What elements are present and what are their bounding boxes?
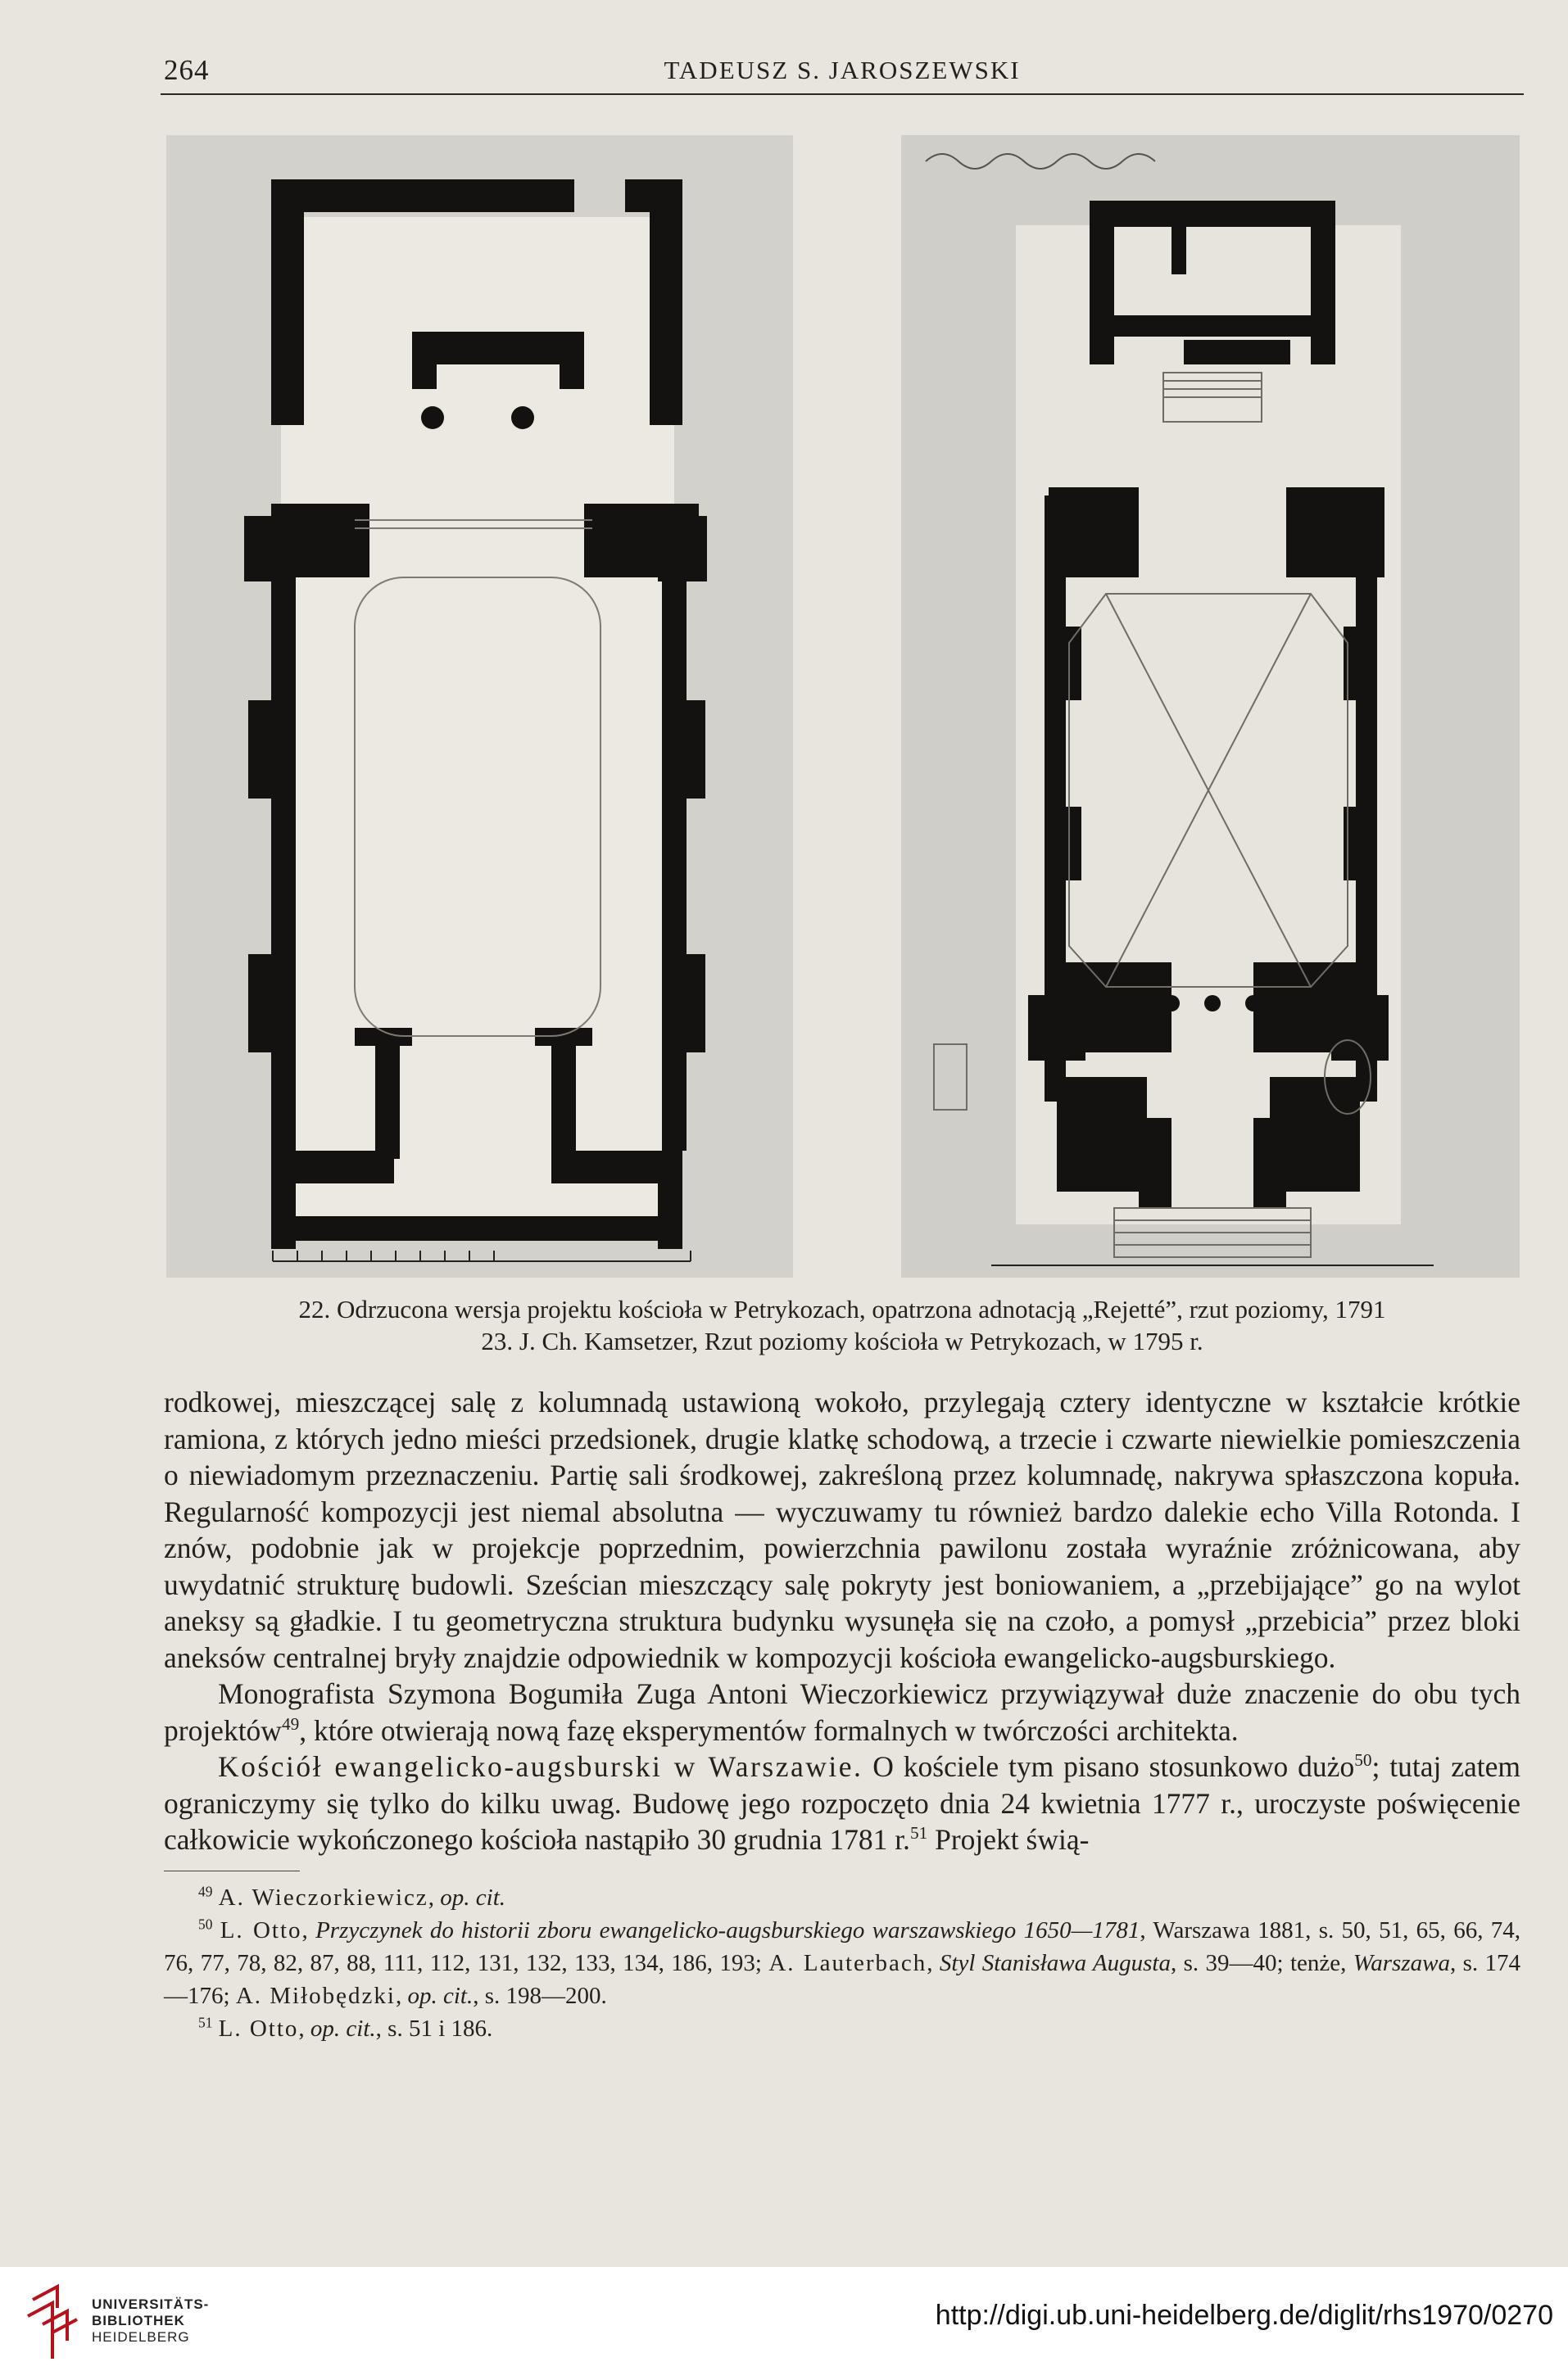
footnotes [164, 1881, 1520, 2045]
footnote-sep: , [395, 1983, 408, 2009]
footnote-author: A. Lauterbach [768, 1950, 927, 1976]
library-name-line-2: BIBLIOTHEK [92, 2313, 185, 2328]
paragraph-2-text-a: Monografista Szymona Bogumiła Zuga Antoni Wieczorkiewicz przywiązywał duże znaczenie do obu tych projektów [164, 1677, 1520, 1747]
header-rule [161, 93, 1524, 95]
footnote-cit: op. cit. [407, 1983, 474, 2009]
footnote-sep: , [301, 1917, 316, 1943]
footnote-49 [164, 1881, 1520, 1914]
footnote-title: Styl Stanisława Augusta [939, 1950, 1171, 1976]
figure-22-caption: 22. Odrzucona wersja projektu kościoła w Petrykozach, opatrzona adnotacją „Rejetté”, rzut poziomy, 1791 [298, 1295, 1386, 1323]
university-library-logo-icon [25, 2283, 84, 2362]
page-number: 264 [164, 54, 210, 86]
footnote-51 [164, 2012, 1520, 2045]
body-text [164, 1384, 1520, 1858]
library-name-line-3: HEIDELBERG [92, 2329, 190, 2345]
permalink-url[interactable]: http://digi.ub.uni-heidelberg.de/diglit/rhs1970/0270 [935, 2300, 1553, 2331]
footnote-author: L. Otto [218, 2016, 299, 2042]
footnote-cit: op. cit. [310, 2016, 376, 2042]
footnote-text: , s. 174—176; [164, 1950, 1521, 2009]
figure-23-caption: 23. J. Ch. Kamsetzer, Rzut poziomy kościoła w Petrykozach, w 1795 r. [481, 1327, 1203, 1355]
library-name [92, 2296, 209, 2346]
paragraph-3-text-c: Projekt świą- [927, 1823, 1090, 1856]
footnote-sep: , [428, 1885, 441, 1911]
footnote-title: Przyczynek do historii zboru ewangelicko-augsburskiego warszawskiego 1650—1781 [315, 1917, 1140, 1943]
footnote-number: 50 [198, 1916, 213, 1933]
footnote-text: , s. 51 i 186. [375, 2016, 493, 2042]
paragraph-2 [164, 1676, 1520, 1749]
footnote-number: 49 [198, 1883, 213, 1900]
footnote-text: , s. 198—200. [473, 1983, 607, 2009]
digitization-footer [0, 2267, 1568, 2380]
paragraph-1: rodkowej, mieszczącej salę z kolumnadą ustawioną wokoło, przylegają cztery identyczne w kształcie krótkie ramiona, z których jedno mieści przedsionek, drugie klatkę schodową, a trzecie i czwarte niewielkie pomieszczenia o niewiadomym przeznaczeniu. Partię sali środkowej, zakreśloną przez kolumnadę, nakrywa spłaszczona kopuła. Regularność kompozycji jest niemal absolutna — wyczuwamy tu również bardzo dalekie echo Villa Rotonda. I znów, podobnie jak w projekcje poprzednim, powierzchnia pawilonu została wyraźnie zróżnicowana, aby uwydatnić strukturę budowli. Sześcian mieszczący salę pokryty jest boniowaniem, a „przebijające” go na wylot aneksy są gładkie. I tu geometryczna struktura budynku wysunęła się na czoło, a pomysł „przebicia” przez bloki aneksów centralnej bryły znajdzie odpowiednik w kompozycji kościoła ewangelicko-augsburskiego. [164, 1386, 1520, 1674]
running-title: TADEUSZ S. JAROSZEWSKI [664, 56, 1021, 84]
footnote-text: , Warszawa 1881, s. 50, 51, 65, 66, 74, 76, 77, 78, 82, 87, 88, 111, 112, 131, 132, 133, 134, 186, 193; [164, 1917, 1521, 1976]
paragraph-3-text-a: O kościele tym pisano stosunkowo dużo [863, 1750, 1355, 1783]
footnote-sep: , [927, 1950, 940, 1976]
footnote-author: L. Otto [220, 1917, 302, 1943]
figure-22-floor-plan [166, 135, 793, 1278]
paragraph-2-text-b: , które otwierają nową fazę eksperymentów formalnych w twórczości architekta. [299, 1713, 1239, 1747]
footnote-sep: , [298, 2016, 310, 2042]
footnote-author: A. Miłobędzki [235, 1983, 396, 2009]
figure-23-floor-plan [901, 135, 1520, 1278]
section-heading-spaced: Kościół ewangelicko-augsburski w Warszawie. [218, 1750, 863, 1783]
paragraph-3-text-b: ; tutaj zatem ograniczymy się tylko do kilku uwag. Budowę jego rozpoczęto dnia 24 kwietnia 1777 r., uroczyste poświęcenie całkowicie wykończonego kościoła nastąpiło 30 grudnia 1781 r. [164, 1750, 1520, 1856]
floor-plan-rejected-drawing [166, 135, 793, 1278]
running-head [164, 54, 1520, 95]
footnote-ref-51[interactable]: 51 [909, 1823, 928, 1844]
footnote-ref-50[interactable]: 50 [1354, 1750, 1372, 1771]
footnote-ref-49[interactable]: 49 [281, 1713, 300, 1734]
library-name-line-1: UNIVERSITÄTS- [92, 2296, 210, 2312]
paragraph-3 [164, 1749, 1520, 1858]
footnote-text: , s. 39—40; tenże, [1171, 1950, 1353, 1976]
footnote-author: A. Wieczorkiewicz [218, 1885, 428, 1911]
footnote-title: Warszawa [1353, 1950, 1450, 1976]
floor-plan-kamsetzer-drawing [901, 135, 1520, 1278]
footnote-number: 51 [198, 2014, 213, 2031]
footnote-50 [164, 1914, 1520, 2012]
footnote-cit: op. cit. [440, 1885, 506, 1911]
